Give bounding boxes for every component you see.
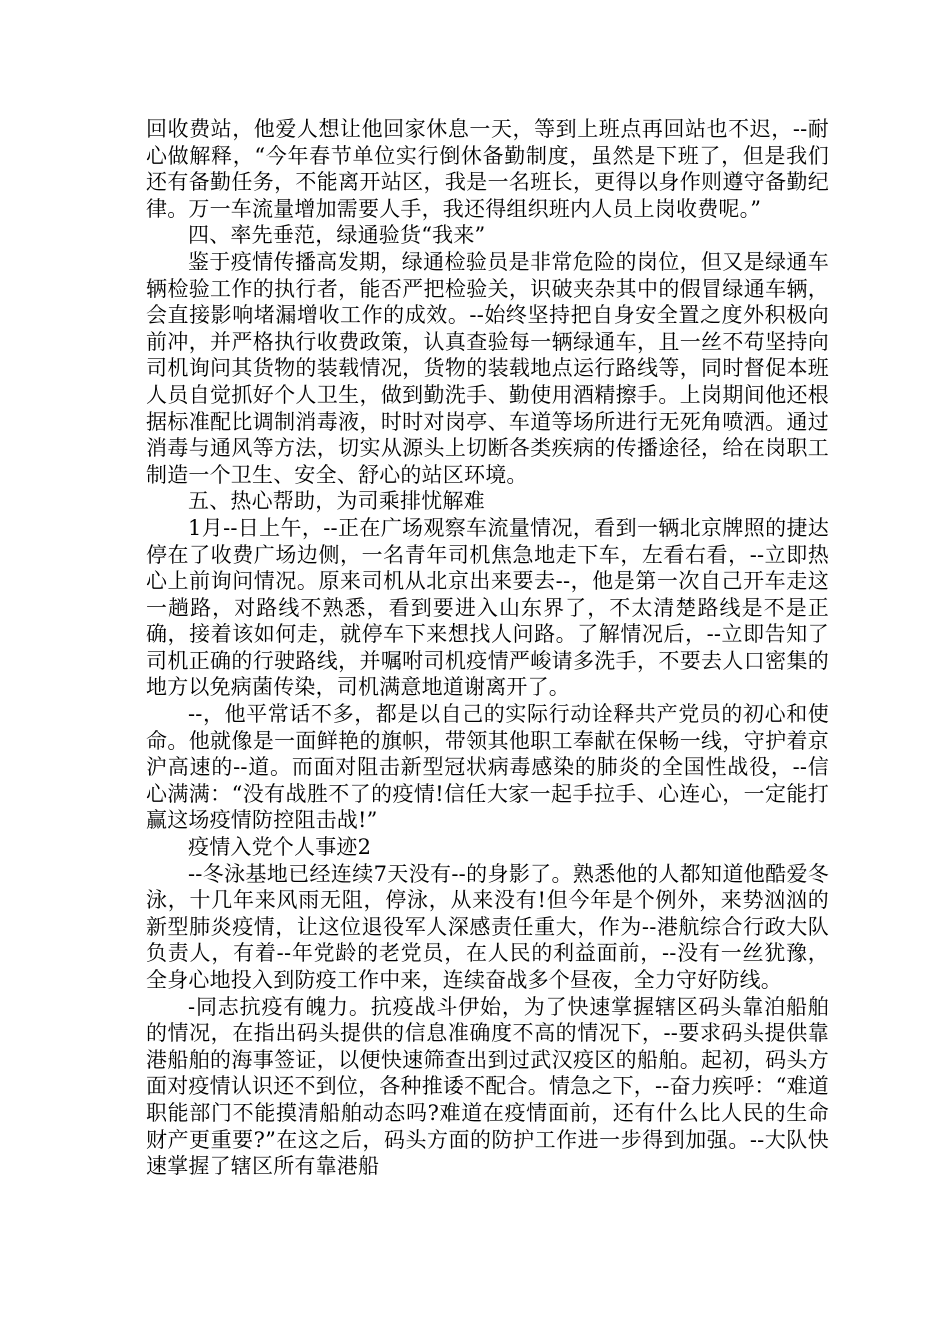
paragraph-1: 回收费站，他爱人想让他回家休息一天，等到上班点再回站也不迟，--耐心做解释，“今年春节单位实行倒休备勤制度，虽然是下班了，但是我们还有备勤任务，不能离开站区，我是一名班长，更得以身作则遵守备勤纪律。万一车流量增加需要人手，我还得组织班内人员上岗收费呢。” — [146, 117, 829, 221]
document-page — [146, 116, 829, 1180]
paragraph-6: -同志抗疫有魄力。抗疫战斗伊始，为了快速掌握辖区码头靠泊船舶的情况，在指出码头提供的信息准确度不高的情况下，--要求码头提供靠港船舶的海事签证，以便快速筛查出到过武汉疫区的船舶。起初，码头方面对疫情认识还不到位，各种推诿不配合。情急之下，--奋力疾呼：“难道职能部门不能摸清船舶动态吗?难道在疫情面前，还有什么比人民的生命财产更重要?”在这之后，码头方面的防护工作进一步得到加强。--大队快速掌握了辖区所有靠港船 — [146, 994, 829, 1179]
paragraph-4: --，他平常话不多，都是以自己的实际行动诠释共产党员的初心和使命。他就像是一面鲜艳的旗帜，带领其他职工奉献在保畅一线，守护着京沪高速的--道。而面对阻击新型冠状病毒感染的肺炎的全国性战役，--信心满满：“没有战胜不了的疫情!信任大家一起手拉手、心连心，一定能打赢这场疫情防控阻击战!” — [146, 702, 829, 833]
section-heading-5: 五、热心帮助，为司乘排忧解难 — [188, 489, 485, 514]
paragraph-5: --冬泳基地已经连续7天没有--的身影了。熟悉他的人都知道他酷爱冬泳，十几年来风雨无阻，停泳，从来没有!但今年是个例外，来势汹汹的新型肺炎疫情，让这位退役军人深感责任重大，作为--港航综合行政大队负责人，有着--年党龄的老党员，在人民的利益面前，--没有一丝犹豫，全身心地投入到防疫工作中来，连续奋战多个昼夜，全力守好防线。 — [146, 861, 829, 992]
section-heading-4: 四、率先垂范，绿通验货“我来” — [188, 223, 486, 248]
article-title-2: 疫情入党个人事迹2 — [188, 835, 372, 860]
paragraph-3: 1月--日上午，--正在广场观察车流量情况，看到一辆北京牌照的捷达停在了收费广场边侧，一名青年司机焦急地走下车，左看右看，--立即热心上前询问情况。原来司机从北京出来要去--，他是第一次自己开车走这一趟路，对路线不熟悉，看到要进入山东界了，不太清楚路线是不是正确，接着该如何走，就停车下来想找人问路。了解情况后，--立即告知了司机正确的行驶路线，并嘱咐司机疫情严峻请多洗手，不要去人口密集的地方以免病菌传染，司机满意地道谢离开了。 — [146, 515, 829, 700]
paragraph-2: 鉴于疫情传播高发期，绿通检验员是非常危险的岗位，但又是绿通车辆检验工作的执行者，能否严把检验关，识破夹杂其中的假冒绿通车辆，会直接影响堵漏增收工作的成效。--始终坚持把自身安全置之度外积极向前冲，并严格执行收费政策，认真查验每一辆绿通车，且一丝不苟坚持向司机询问其货物的装载情况，货物的装载地点运行路线等，同时督促本班人员自觉抓好个人卫生，做到勤洗手、勤使用酒精擦手。上岗期间他还根据标准配比调制消毒液，时时对岗亭、车道等场所进行无死角喷洒。通过消毒与通风等方法，切实从源头上切断各类疾病的传播途径，给在岗职工制造一个卫生、安全、舒心的站区环境。 — [146, 249, 829, 487]
